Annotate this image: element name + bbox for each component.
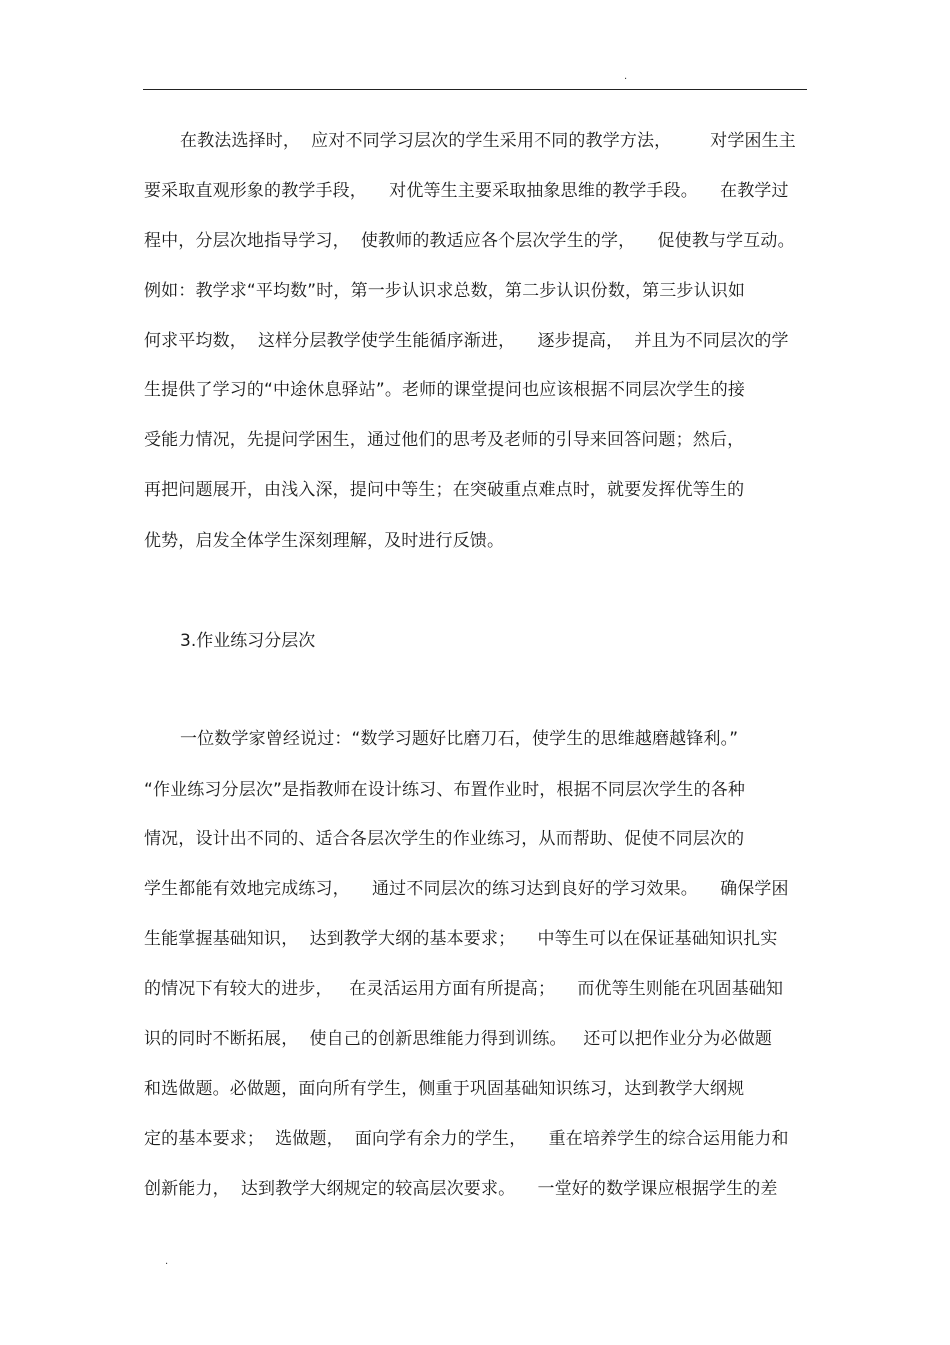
header-dot: .	[624, 71, 628, 82]
paragraph-1-line: 再把问题展开，由浅入深，提问中等生；在突破重点难点时，就要发挥优等生的	[144, 480, 745, 500]
paragraph-1-line: 受能力情况，先提问学困生，通过他们的思考及老师的引导来回答问题；然后，	[144, 430, 745, 450]
paragraph-1-line: 程中，分层次地指导学习， 使教师的教适应各个层次学生的学， 促使教与学互动。	[144, 231, 795, 251]
paragraph-2-line: 一位数学家曾经说过：“数学习题好比磨刀石，使学生的思维越磨越锋利。”	[180, 729, 739, 749]
paragraph-1-line: 在教法选择时， 应对不同学习层次的学生采用不同的教学方法， 对学困生主	[180, 131, 796, 151]
section-heading: 3.作业练习分层次	[180, 631, 316, 651]
paragraph-2-line: 定的基本要求； 选做题， 面向学有余力的学生， 重在培养学生的综合运用能力和	[144, 1129, 789, 1149]
paragraph-1-line: 要采取直观形象的教学手段， 对优等生主要采取抽象思维的教学手段。 在教学过	[144, 181, 789, 201]
paragraph-1-line: 何求平均数， 这样分层教学使学生能循序渐进， 逐步提高， 并且为不同层次的学	[144, 331, 789, 351]
paragraph-2-line: 生能掌握基础知识， 达到教学大纲的基本要求； 中等生可以在保证基础知识扎实	[144, 929, 778, 949]
paragraph-1-line: 例如：教学求“平均数”时，第一步认识求总数，第二步认识份数，第三步认识如	[144, 281, 746, 301]
paragraph-2-line: 的情况下有较大的进步， 在灵活运用方面有所提高； 而优等生则能在巩固基础知	[144, 979, 784, 999]
paragraph-2-line: 和选做题。必做题，面向所有学生，侧重于巩固基础知识练习，达到教学大纲规	[144, 1079, 745, 1099]
header-rule	[143, 89, 807, 90]
paragraph-1-line: 优势，启发全体学生深刻理解，及时进行反馈。	[144, 531, 505, 551]
paragraph-2-line: 识的同时不断拓展， 使自己的创新思维能力得到训练。 还可以把作业分为必做题	[144, 1029, 773, 1049]
paragraph-2-line: 创新能力， 达到教学大纲规定的较高层次要求。 一堂好的数学课应根据学生的差	[144, 1179, 778, 1199]
paragraph-2-line: 学生都能有效地完成练习， 通过不同层次的练习达到良好的学习效果。 确保学困	[144, 879, 789, 899]
footer-dot: .	[165, 1256, 169, 1267]
paragraph-2-line: “作业练习分层次”是指教师在设计练习、布置作业时，根据不同层次学生的各种	[144, 780, 746, 800]
paragraph-1-line: 生提供了学习的“中途休息驿站”。老师的课堂提问也应该根据不同层次学生的接	[144, 380, 746, 400]
paragraph-2-line: 情况，设计出不同的、适合各层次学生的作业练习，从而帮助、促使不同层次的	[144, 829, 745, 849]
